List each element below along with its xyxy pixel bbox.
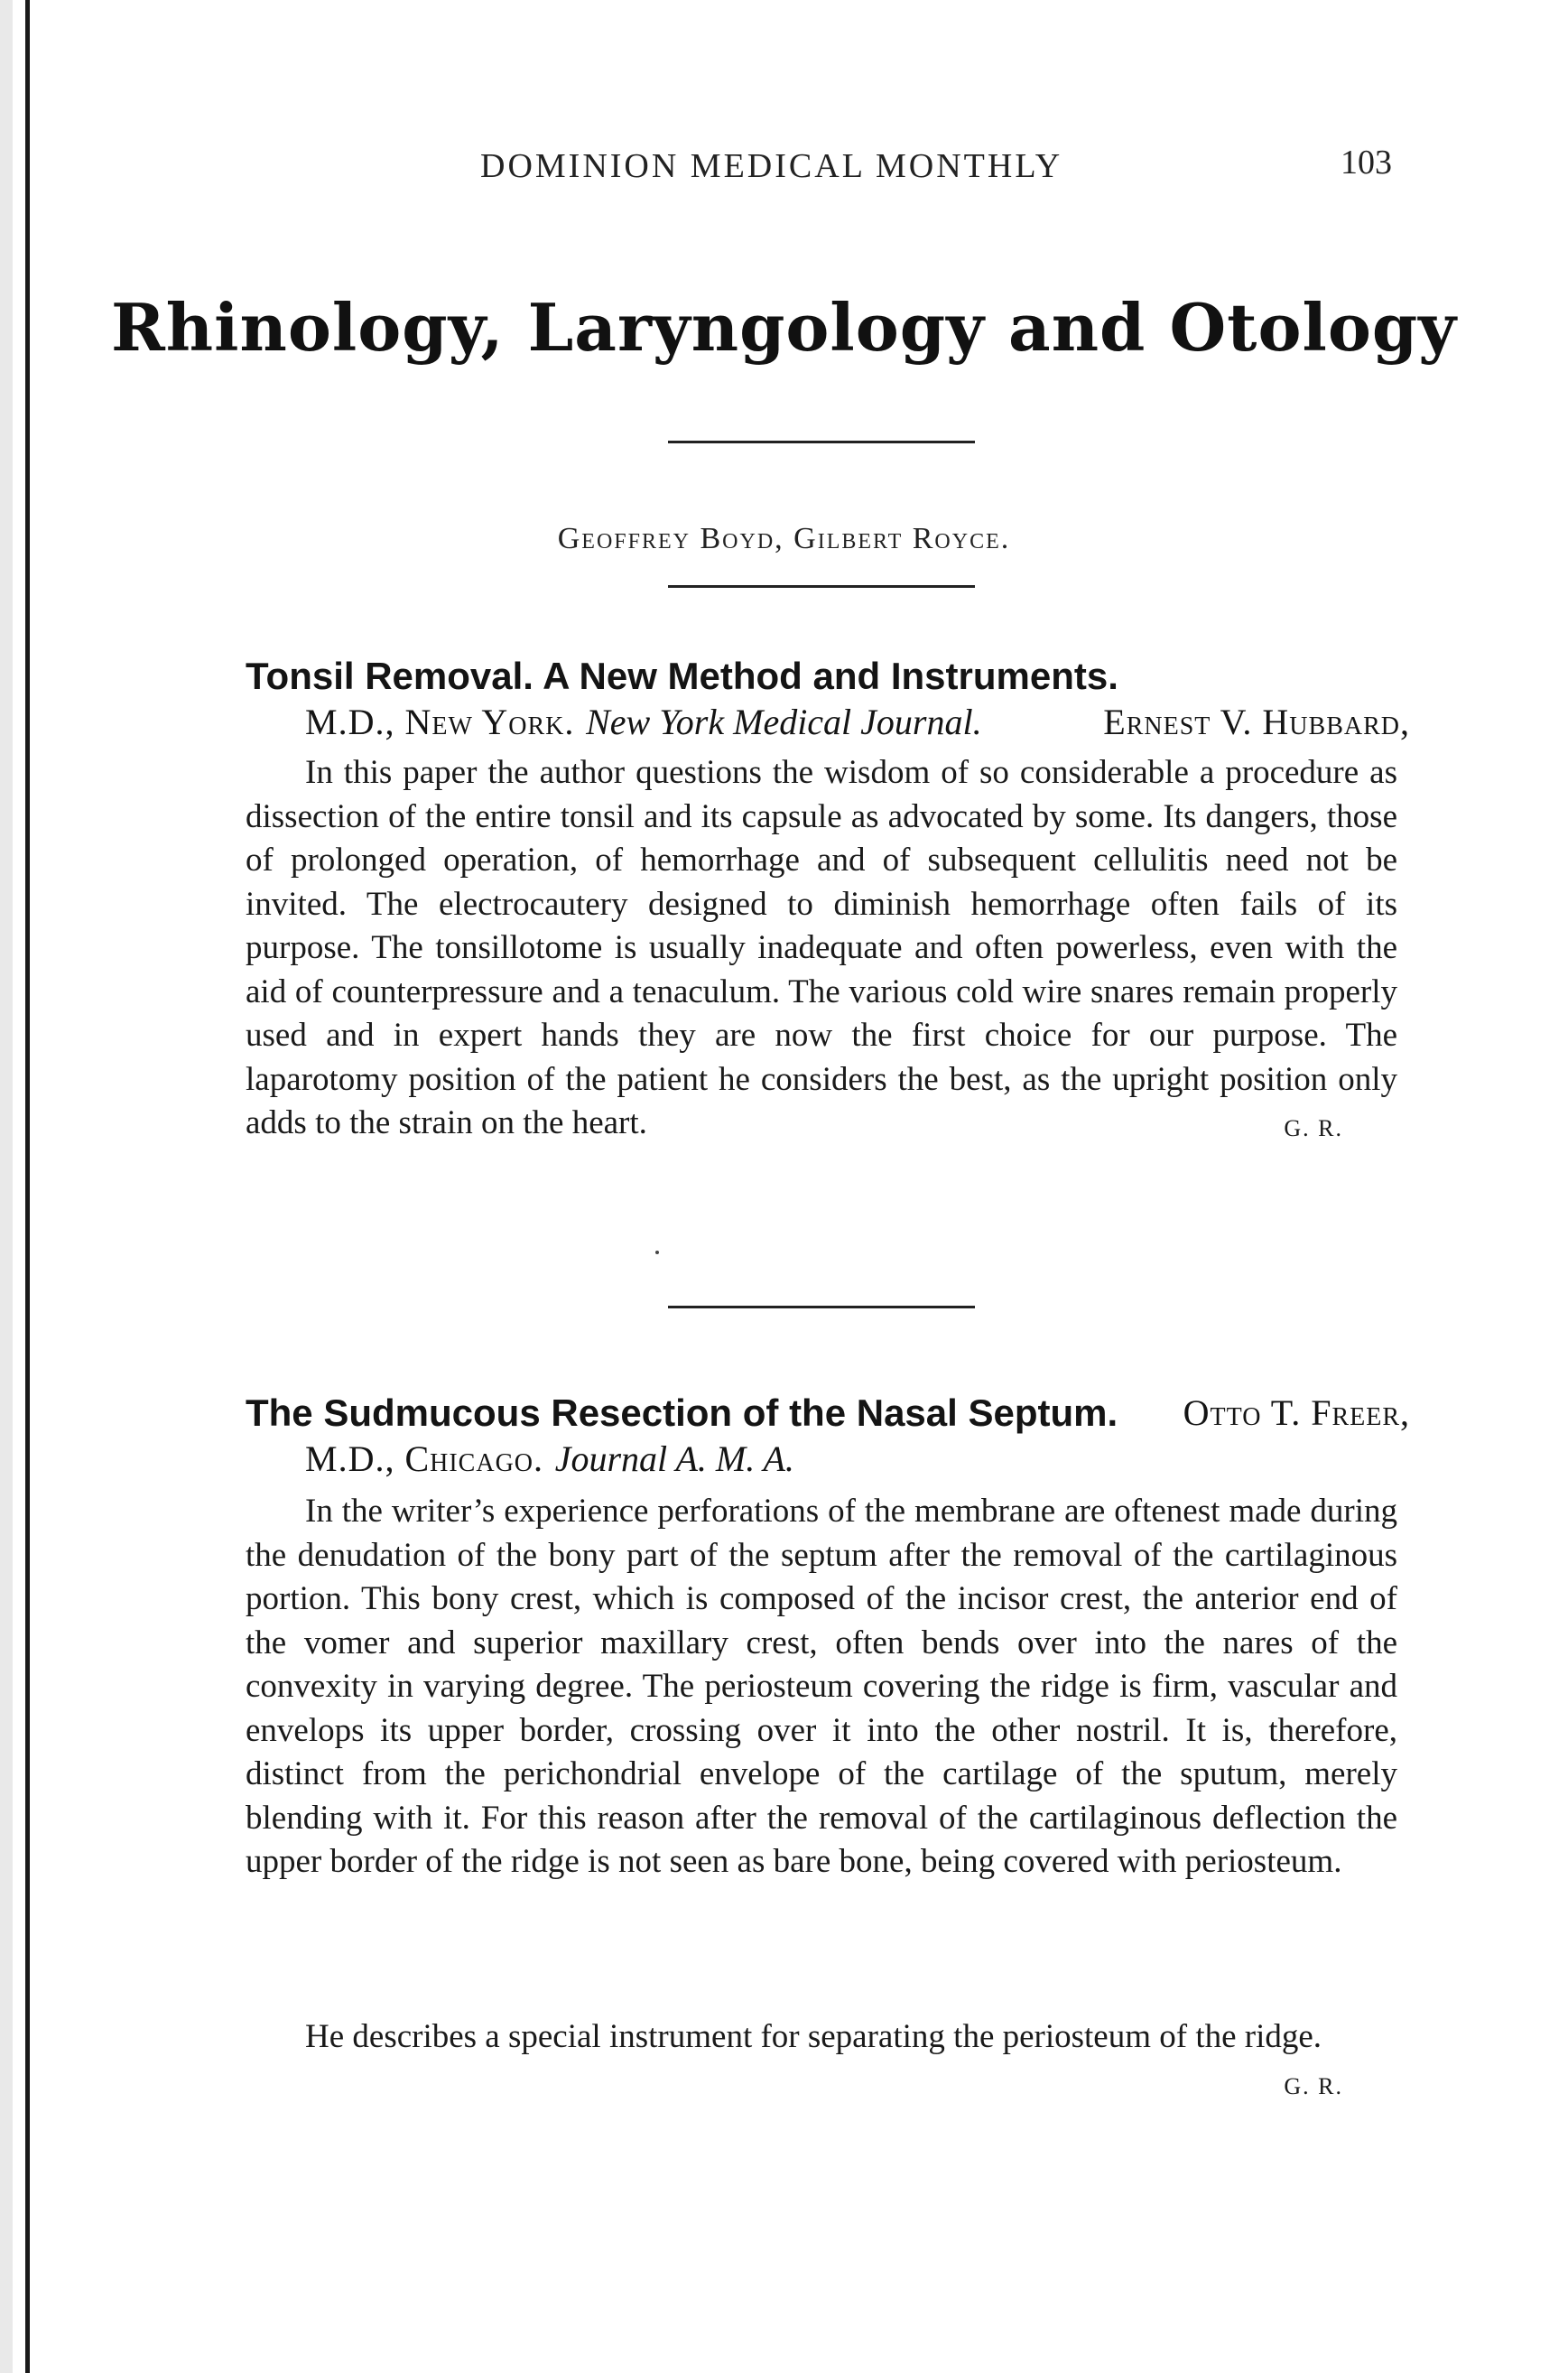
page-number: 103 [1341,144,1392,181]
article-author: Ernest V. Hubbard, [1103,702,1410,742]
article-title: The Sudmucous Resection of the Nasal Septum. [246,1391,1118,1434]
article-journal: Journal A. M. A. [554,1438,794,1479]
article-paragraph [246,2015,1397,2108]
article-paragraph-text: In this paper the author questions the wisdom of so considerable a procedure as dissection of the entire tonsil and its capsule as advocated by some. Its dangers, those of prolonged operation, of hemorrhage and of subsequent cellulitis need not be invited. The electrocautery designed to diminish hemorrhage often fails of its purpose. The tonsillotome is usually inadequate and often powerless, even with the aid of counterpressure and a tenaculum. The various cold wire snares remain properly used and in expert hands they are now the first choice for our purpose. The laparotomy position of the patient he considers the best, as the upright position only adds to the strain on the heart. [246,754,1397,1141]
article-paragraph [246,1490,1397,1884]
section-editors: Geoffrey Boyd, Gilbert Royce. [557,522,1011,555]
article-journal: New York Medical Journal. [586,702,982,742]
article-title: Tonsil Removal. A New Method and Instruments. [246,655,1118,697]
article-author-location: M.D., Chicago. [305,1438,544,1479]
divider-rule [668,585,975,588]
article-citation [246,1437,1410,1482]
print-speck [655,1251,659,1254]
article-author: Otto T. Freer, [1183,1392,1410,1433]
article-heading [246,654,1410,745]
article-author-location: M.D., New York. [305,702,575,742]
divider-rule [668,1306,975,1308]
article-paragraph-text: He describes a special instrument for separating the periosteum of the ridge. [305,2018,1322,2055]
article-signature: G. R. [1284,1115,1343,1141]
article-heading [246,1391,1410,1482]
article-paragraph [246,751,1397,1151]
running-title: DOMINION MEDICAL MONTHLY [480,147,1063,185]
article-signature: G. R. [1284,2072,1343,2099]
divider-rule [668,441,975,443]
article-paragraph-text: In the writer’s experience perforations of the membrane are oftenest made during the denudation of the bony part of the septum after the removal of the cartilaginous portion. This bony crest, which is composed of the incisor crest, the anterior end of the vomer and superior maxillary crest, often bends over into the nares of the convexity in varying degree. The periosteum covering the ridge is firm, vascular and envelops its upper border, crossing over it into the other nostril. It is, therefore, distinct from the perichondrial envelope of the cartilage of the sputum, merely blending with it. For this reason after the removal of the cartilaginous deflection the upper border of the ridge is not seen as bare bone, being covered with periosteum. [246,1493,1397,1880]
section-title: Rhinology, Laryngology and Otology [110,289,1458,366]
